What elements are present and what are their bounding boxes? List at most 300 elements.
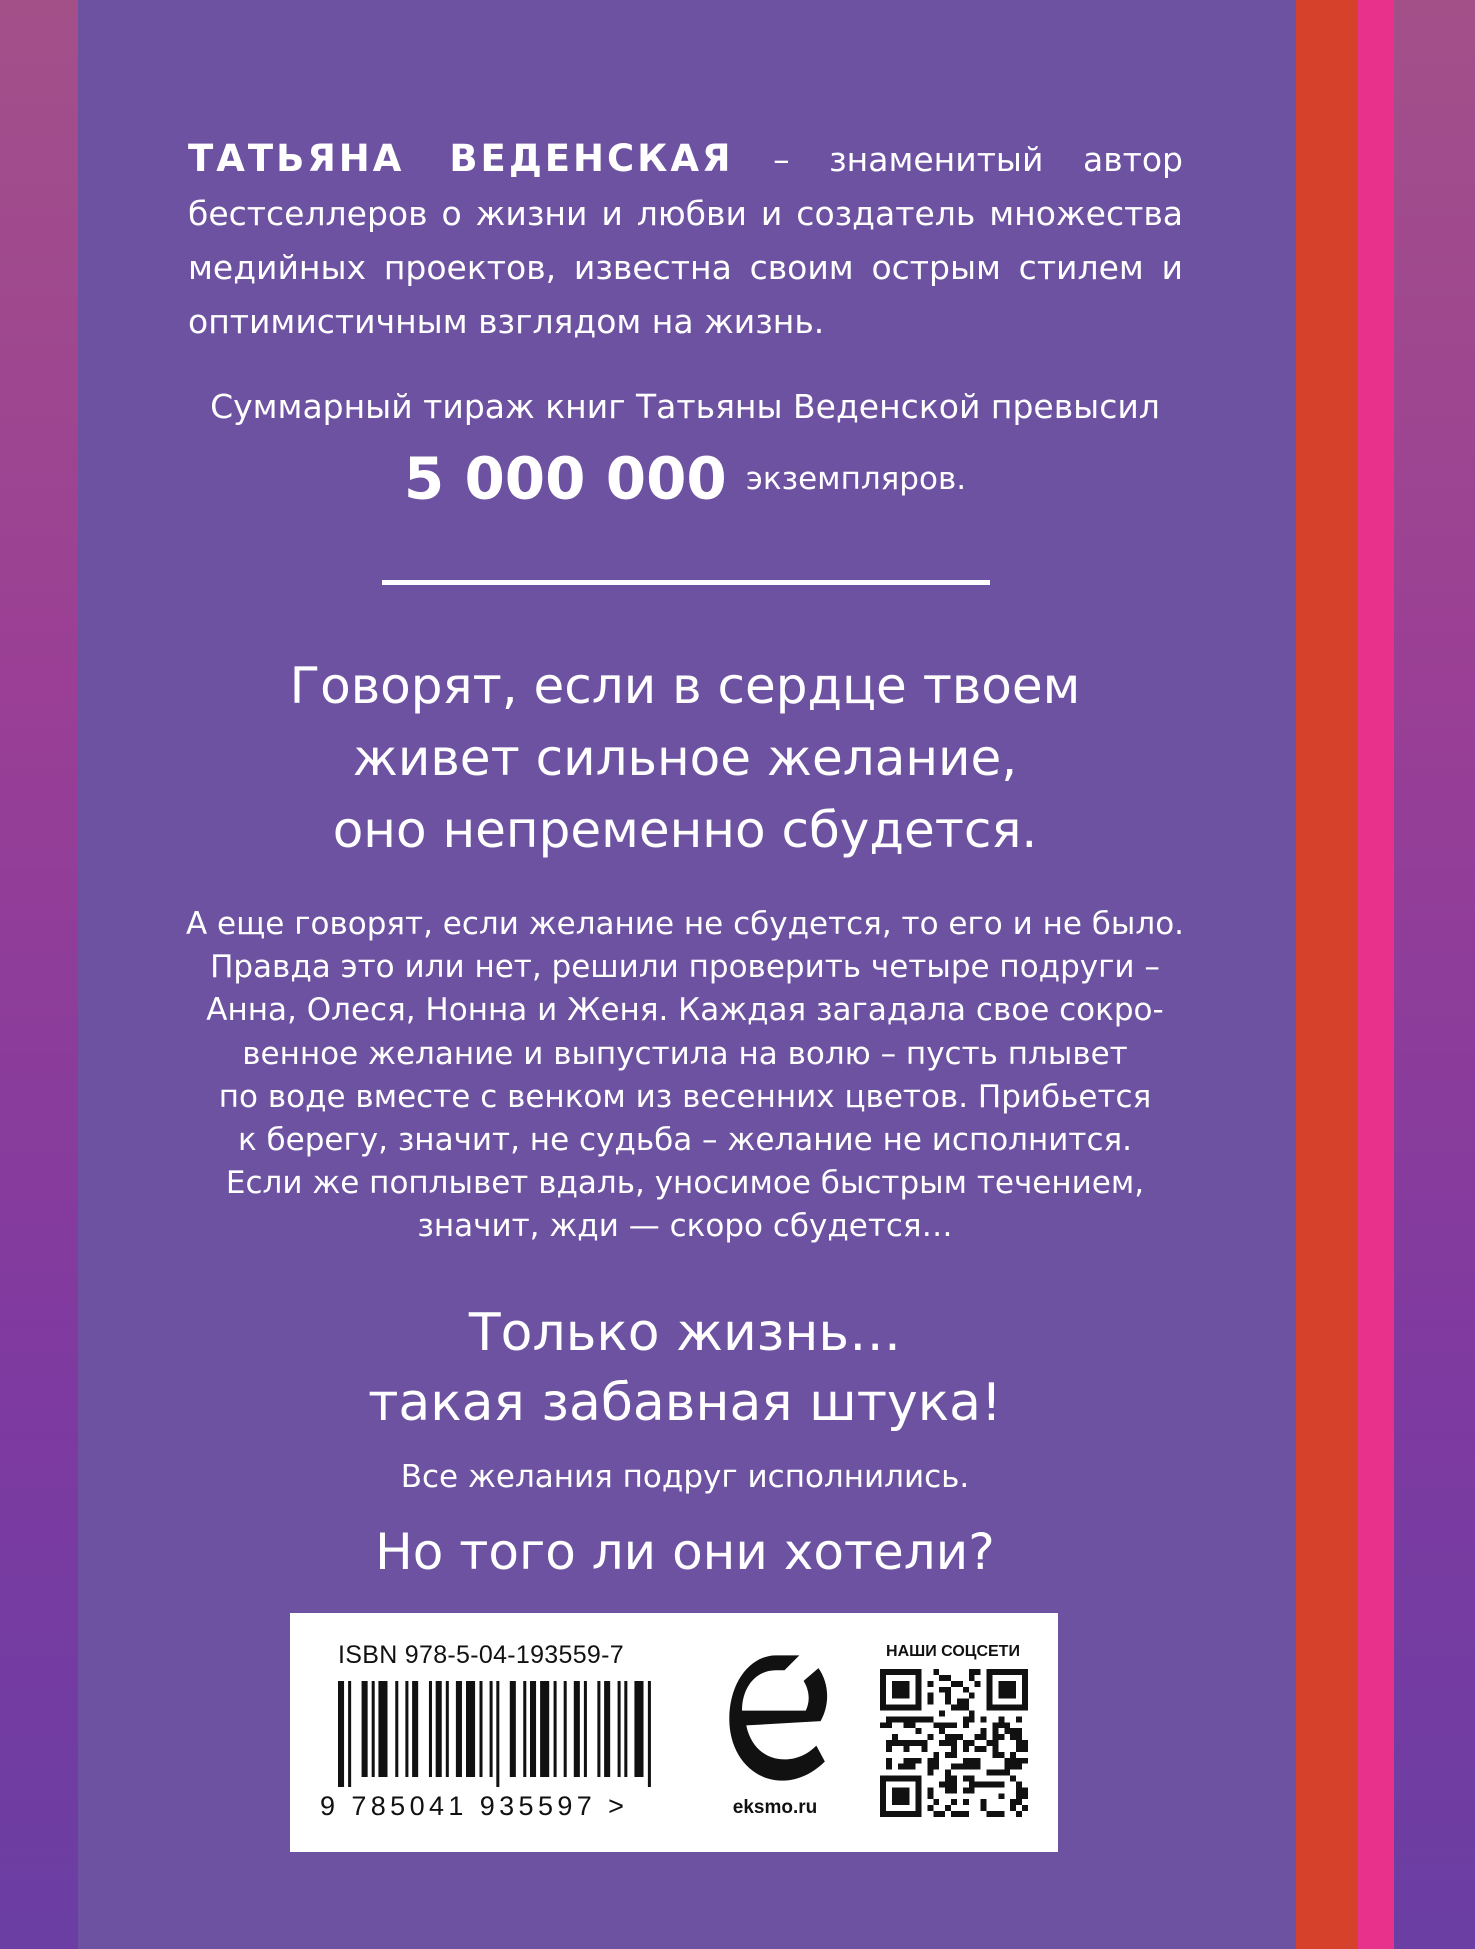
qr-module <box>987 1693 993 1699</box>
qr-module <box>981 1805 987 1811</box>
qr-module <box>981 1716 987 1722</box>
qr-module <box>904 1799 910 1805</box>
barcode-bar <box>348 1681 351 1787</box>
story-line: Анна, Олеся, Нонна и Женя. Каждая загадала свое сокро- <box>206 992 1164 1029</box>
barcode-bar <box>540 1681 549 1777</box>
qr-module <box>1016 1799 1022 1805</box>
barcode-bar <box>496 1681 499 1787</box>
qr-module <box>939 1811 945 1817</box>
barcode-digits: 9 785041 935597 > <box>320 1791 629 1821</box>
qr-module <box>992 1781 998 1787</box>
qr-module <box>1010 1705 1016 1711</box>
qr-module <box>880 1705 886 1711</box>
qr-module <box>904 1746 910 1752</box>
qr-module <box>1022 1675 1028 1681</box>
divider-line <box>382 580 990 585</box>
qr-module <box>945 1675 951 1681</box>
qr-module <box>1022 1687 1028 1693</box>
qr-module <box>916 1781 922 1787</box>
qr-module <box>927 1770 933 1776</box>
qr-module <box>969 1716 975 1722</box>
qr-module <box>969 1693 975 1699</box>
qr-module <box>904 1705 910 1711</box>
qr-module <box>1010 1693 1016 1699</box>
qr-module <box>951 1799 957 1805</box>
qr-module <box>939 1722 945 1728</box>
qr-module <box>916 1758 922 1764</box>
qr-module <box>957 1705 963 1711</box>
qr-module <box>1010 1669 1016 1675</box>
qr-module <box>898 1740 904 1746</box>
story-line: венное желание и выпустила на волю – пусть плывет <box>242 1035 1128 1072</box>
qr-module <box>933 1764 939 1770</box>
qr-module <box>992 1705 998 1711</box>
qr-module <box>969 1740 975 1746</box>
qr-module <box>898 1793 904 1799</box>
left-gradient-edge <box>0 0 78 1949</box>
qr-module <box>886 1758 892 1764</box>
qr-module <box>916 1811 922 1817</box>
qr-module <box>1016 1728 1022 1734</box>
qr-module <box>1010 1805 1016 1811</box>
qr-module <box>1010 1728 1016 1734</box>
qr-module <box>951 1787 957 1793</box>
qr-module <box>892 1681 898 1687</box>
qr-module <box>951 1752 957 1758</box>
qr-module <box>910 1722 916 1728</box>
qr-module <box>951 1734 957 1740</box>
qr-module <box>1022 1669 1028 1675</box>
qr-module <box>998 1681 1004 1687</box>
qr-module <box>1010 1799 1016 1805</box>
qr-module <box>969 1776 975 1782</box>
qr-module <box>1004 1705 1010 1711</box>
circulation-unit: экземпляров. <box>745 460 967 497</box>
social-label: НАШИ СОЦСЕТИ <box>886 1643 1020 1660</box>
orange-spine-stripe <box>1296 0 1358 1949</box>
qr-module <box>921 1716 927 1722</box>
qr-module <box>892 1811 898 1817</box>
quote-line: Говорят, если в сердце твоем <box>289 657 1081 715</box>
qr-module <box>886 1746 892 1752</box>
barcode-bar <box>446 1681 449 1777</box>
qr-module <box>987 1811 993 1817</box>
barcode-bar <box>338 1681 344 1787</box>
barcode-bar <box>372 1681 375 1777</box>
qr-module <box>957 1734 963 1740</box>
qr-module <box>951 1811 957 1817</box>
qr-module <box>1022 1746 1028 1752</box>
qr-module <box>933 1811 939 1817</box>
qr-module <box>904 1787 910 1793</box>
qr-module <box>927 1787 933 1793</box>
qr-module <box>998 1793 1004 1799</box>
qr-module <box>998 1687 1004 1693</box>
qr-module <box>1016 1669 1022 1675</box>
qr-module <box>1016 1811 1022 1817</box>
qr-module <box>987 1669 993 1675</box>
barcode-bar <box>490 1681 493 1777</box>
qr-module <box>910 1758 916 1764</box>
barcode-bar <box>429 1681 432 1777</box>
qr-module <box>892 1776 898 1782</box>
qr-module <box>880 1805 886 1811</box>
story-line: к берегу, значит, не судьба – желание не исполнится. <box>237 1122 1133 1159</box>
qr-module <box>1016 1764 1022 1770</box>
qr-module <box>904 1758 910 1764</box>
circulation-text: Суммарный тираж книг Татьяны Веденской превысил <box>210 387 1160 426</box>
qr-module <box>1004 1728 1010 1734</box>
quote-line: живет сильное желание, <box>352 729 1018 787</box>
qr-module <box>992 1669 998 1675</box>
barcode-bar <box>523 1681 526 1777</box>
qr-module <box>892 1716 898 1722</box>
qr-module <box>1004 1693 1010 1699</box>
qr-module <box>1022 1699 1028 1705</box>
qr-code-icon[interactable] <box>880 1669 1028 1817</box>
qr-module <box>939 1728 945 1734</box>
qr-module <box>975 1734 981 1740</box>
circulation-count <box>150 445 1220 512</box>
qr-module <box>886 1811 892 1817</box>
qr-module <box>957 1681 963 1687</box>
qr-module <box>969 1764 975 1770</box>
qr-module <box>945 1787 951 1793</box>
qr-module <box>916 1687 922 1693</box>
qr-module <box>998 1716 1004 1722</box>
qr-module <box>892 1669 898 1675</box>
qr-module <box>927 1764 933 1770</box>
qr-module <box>945 1693 951 1699</box>
qr-module <box>998 1770 1004 1776</box>
qr-module <box>945 1752 951 1758</box>
qr-module <box>981 1799 987 1805</box>
barcode-bar <box>554 1681 557 1777</box>
qr-module <box>916 1681 922 1687</box>
barcode-bar <box>530 1681 536 1777</box>
qr-module <box>987 1740 993 1746</box>
barcode-bar <box>604 1681 610 1777</box>
qr-module <box>963 1716 969 1722</box>
qr-module <box>963 1758 969 1764</box>
qr-module <box>892 1734 898 1740</box>
qr-module <box>904 1681 910 1687</box>
qr-module <box>880 1781 886 1787</box>
qr-module <box>951 1681 957 1687</box>
qr-module <box>981 1734 987 1740</box>
qr-module <box>910 1669 916 1675</box>
qr-module <box>1016 1716 1022 1722</box>
qr-module <box>892 1740 898 1746</box>
qr-module <box>951 1722 957 1728</box>
qr-module <box>927 1681 933 1687</box>
qr-module <box>969 1669 975 1675</box>
qr-module <box>963 1764 969 1770</box>
barcode-icon <box>338 1681 658 1787</box>
qr-module <box>1010 1681 1016 1687</box>
qr-module <box>963 1705 969 1711</box>
barcode-bar <box>412 1681 418 1777</box>
qr-module <box>886 1776 892 1782</box>
eksmo-logo-icon <box>722 1649 830 1787</box>
story-line: Правда это или нет, решили проверить четыре подруги – <box>210 949 1160 986</box>
qr-module <box>945 1770 951 1776</box>
qr-module <box>975 1781 981 1787</box>
barcode-bar <box>479 1681 482 1777</box>
qr-module <box>992 1770 998 1776</box>
qr-module <box>898 1681 904 1687</box>
qr-module <box>910 1705 916 1711</box>
qr-module <box>886 1764 892 1770</box>
author-bio <box>188 132 1183 349</box>
qr-module <box>939 1687 945 1693</box>
barcode-bar <box>405 1681 408 1777</box>
qr-module <box>963 1811 969 1817</box>
qr-module <box>892 1705 898 1711</box>
qr-module <box>898 1669 904 1675</box>
story-line: по воде вместе с венком из весенних цветов. Прибьется <box>218 1078 1152 1115</box>
story-blurb <box>150 903 1220 1249</box>
qr-module <box>1022 1758 1028 1764</box>
closing-headline <box>150 1298 1220 1438</box>
qr-module <box>916 1787 922 1793</box>
qr-module <box>1010 1734 1016 1740</box>
qr-module <box>945 1776 951 1782</box>
barcode-bar <box>456 1681 462 1777</box>
qr-module <box>939 1781 945 1787</box>
qr-module <box>957 1764 963 1770</box>
qr-module <box>975 1764 981 1770</box>
qr-module <box>910 1764 916 1770</box>
publisher-site: eksmo.ru <box>732 1797 818 1818</box>
qr-module <box>1016 1705 1022 1711</box>
qr-module <box>981 1746 987 1752</box>
qr-module <box>992 1722 998 1728</box>
qr-module <box>981 1728 987 1734</box>
qr-module <box>1016 1781 1022 1787</box>
qr-module <box>998 1752 1004 1758</box>
qr-module <box>969 1787 975 1793</box>
qr-module <box>1004 1687 1010 1693</box>
qr-module <box>998 1722 1004 1728</box>
qr-module <box>916 1793 922 1799</box>
qr-module <box>963 1746 969 1752</box>
qr-module <box>945 1687 951 1693</box>
qr-module <box>904 1776 910 1782</box>
qr-module <box>916 1716 922 1722</box>
qr-module <box>892 1793 898 1799</box>
qr-module <box>898 1787 904 1793</box>
qr-module <box>945 1781 951 1787</box>
qr-module <box>892 1787 898 1793</box>
story-line: А еще говорят, если желание не сбудется, то его и не было. <box>185 906 1185 942</box>
qr-module <box>969 1710 975 1716</box>
qr-module <box>880 1722 886 1728</box>
story-line: значит, жди — скоро сбудется… <box>417 1208 953 1245</box>
qr-module <box>910 1716 916 1722</box>
qr-module <box>886 1722 892 1728</box>
qr-module <box>927 1758 933 1764</box>
qr-module <box>880 1793 886 1799</box>
qr-module <box>992 1734 998 1740</box>
barcode-bar <box>634 1681 643 1777</box>
qr-module <box>992 1740 998 1746</box>
qr-module <box>927 1716 933 1722</box>
qr-module <box>1016 1746 1022 1752</box>
qr-module <box>992 1752 998 1758</box>
qr-module <box>1022 1805 1028 1811</box>
qr-module <box>1010 1758 1016 1764</box>
qr-module <box>916 1693 922 1699</box>
qr-module <box>1004 1764 1010 1770</box>
qr-module <box>880 1776 886 1782</box>
qr-module <box>927 1734 933 1740</box>
qr-module <box>963 1687 969 1693</box>
qr-module <box>1004 1770 1010 1776</box>
qr-module <box>945 1805 951 1811</box>
qr-module <box>1010 1687 1016 1693</box>
qr-module <box>957 1699 963 1705</box>
qr-module <box>880 1699 886 1705</box>
qr-module <box>927 1699 933 1705</box>
barcode-bar <box>466 1681 475 1777</box>
qr-module <box>880 1787 886 1793</box>
qr-module <box>904 1764 910 1770</box>
qr-module <box>886 1740 892 1746</box>
barcode-bar <box>378 1681 387 1777</box>
qr-module <box>1016 1787 1022 1793</box>
qr-module <box>957 1811 963 1817</box>
closing-question: Но того ли они хотели? <box>375 1523 995 1581</box>
qr-module <box>945 1740 951 1746</box>
qr-module <box>916 1669 922 1675</box>
qr-module <box>951 1764 957 1770</box>
qr-module <box>916 1728 922 1734</box>
qr-module <box>1004 1722 1010 1728</box>
qr-module <box>1010 1764 1016 1770</box>
qr-module <box>921 1740 927 1746</box>
qr-module <box>916 1740 922 1746</box>
qr-module <box>963 1799 969 1805</box>
qr-module <box>1004 1681 1010 1687</box>
qr-module <box>898 1687 904 1693</box>
qr-module <box>951 1705 957 1711</box>
qr-module <box>945 1699 951 1705</box>
qr-module <box>904 1722 910 1728</box>
qr-module <box>987 1675 993 1681</box>
qr-module <box>904 1811 910 1817</box>
qr-module <box>927 1693 933 1699</box>
barcode-bar <box>648 1681 651 1787</box>
qr-module <box>1022 1681 1028 1687</box>
qr-module <box>933 1752 939 1758</box>
qr-module <box>898 1705 904 1711</box>
qr-module <box>880 1669 886 1675</box>
qr-module <box>963 1787 969 1793</box>
qr-module <box>992 1746 998 1752</box>
qr-module <box>904 1687 910 1693</box>
qr-module <box>898 1799 904 1805</box>
wishes-text: Все желания подруг исполнились. <box>400 1459 970 1495</box>
qr-module <box>945 1722 951 1728</box>
quote-line: оно непременно сбудется. <box>332 801 1038 859</box>
qr-module <box>998 1669 1004 1675</box>
barcode-bar <box>624 1681 627 1777</box>
qr-module <box>892 1687 898 1693</box>
qr-module <box>916 1799 922 1805</box>
closing-line: такая забавная штука! <box>368 1373 1002 1433</box>
qr-module <box>1022 1705 1028 1711</box>
qr-module <box>910 1811 916 1817</box>
qr-module <box>916 1699 922 1705</box>
qr-module <box>992 1811 998 1817</box>
qr-module <box>998 1811 1004 1817</box>
qr-module <box>939 1710 945 1716</box>
qr-module <box>998 1693 1004 1699</box>
qr-module <box>951 1776 957 1782</box>
qr-module <box>975 1758 981 1764</box>
qr-module <box>886 1716 892 1722</box>
qr-module <box>951 1781 957 1787</box>
qr-module <box>1016 1740 1022 1746</box>
qr-module <box>939 1675 945 1681</box>
qr-module <box>987 1699 993 1705</box>
barcode-bar <box>564 1681 567 1777</box>
qr-module <box>1004 1758 1010 1764</box>
qr-module <box>904 1716 910 1722</box>
qr-module <box>898 1811 904 1817</box>
qr-module <box>1004 1669 1010 1675</box>
qr-module <box>987 1705 993 1711</box>
qr-module <box>975 1746 981 1752</box>
headline-quote <box>150 650 1220 866</box>
qr-module <box>963 1699 969 1705</box>
qr-module <box>933 1669 939 1675</box>
isbn-label: ISBN 978-5-04-193559-7 <box>338 1641 624 1669</box>
story-line: Если же поплывет вдаль, уносимое быстрым течением, <box>225 1165 1145 1202</box>
qr-module <box>1010 1776 1016 1782</box>
qr-module <box>975 1681 981 1687</box>
qr-module <box>969 1781 975 1787</box>
qr-module <box>898 1716 904 1722</box>
isbn-info-box <box>290 1613 1058 1852</box>
qr-module <box>880 1687 886 1693</box>
qr-module <box>1016 1793 1022 1799</box>
qr-module <box>1022 1793 1028 1799</box>
author-name: ТАТЬЯНА ВЕДЕНСКАЯ <box>188 137 734 180</box>
barcode-bar <box>362 1681 368 1777</box>
qr-module <box>987 1781 993 1787</box>
qr-module <box>904 1793 910 1799</box>
qr-module <box>927 1793 933 1799</box>
qr-module <box>916 1776 922 1782</box>
qr-module <box>981 1781 987 1787</box>
qr-module <box>945 1734 951 1740</box>
qr-module <box>910 1740 916 1746</box>
qr-module <box>1016 1758 1022 1764</box>
qr-module <box>969 1675 975 1681</box>
qr-module <box>933 1799 939 1805</box>
qr-module <box>898 1764 904 1770</box>
barcode-bar <box>436 1681 442 1777</box>
qr-module <box>963 1776 969 1782</box>
qr-module <box>951 1740 957 1746</box>
qr-module <box>892 1799 898 1805</box>
qr-module <box>886 1705 892 1711</box>
author-bio-text: – знаменитый автор бестселлеров о жизни и любви и создатель множества медийных проектов, известна своим острым стилем и оптимистичным взглядом на жизнь. <box>188 140 1184 341</box>
qr-module <box>987 1687 993 1693</box>
qr-module <box>963 1740 969 1746</box>
